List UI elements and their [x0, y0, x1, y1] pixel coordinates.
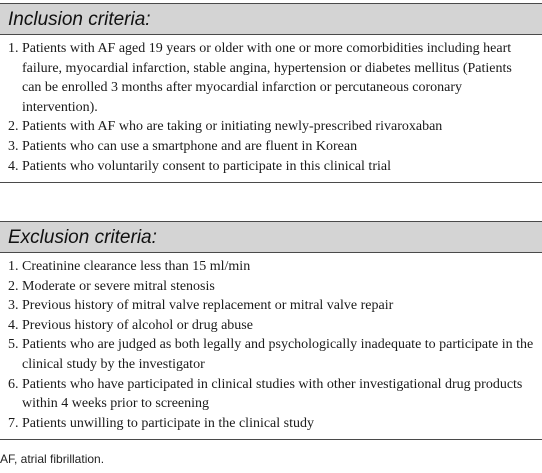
- inclusion-item: [8, 117, 534, 137]
- item-text: Patients unwilling to participate in the clinical study: [22, 415, 314, 431]
- item-number: 3.: [8, 138, 22, 154]
- inclusion-item: [8, 39, 534, 117]
- exclusion-item: [8, 316, 534, 336]
- inclusion-item: [8, 157, 534, 177]
- item-text: Patients with AF aged 19 years or older with one or more comorbidities including heart failure, myocardial infarction, stable angina, hypertension or diabetes mellitus (Patients can be enrolled 3 months after myocardial infarction or percutaneous coronary intervention).: [22, 41, 512, 115]
- item-number: 1.: [8, 259, 22, 274]
- item-number: 1.: [8, 41, 22, 56]
- item-text: Patients with AF who are taking or initiating newly-prescribed rivaroxaban: [22, 119, 443, 135]
- exclusion-item: [8, 277, 534, 297]
- exclusion-item: [8, 257, 534, 277]
- item-text: Creatinine clearance less than 15 ml/min: [22, 259, 251, 274]
- item-number: 4.: [8, 158, 22, 174]
- exclusion-criteria-list: [0, 253, 542, 439]
- table-footnote: AF, atrial fibrillation.: [0, 452, 105, 466]
- item-number: 7.: [8, 415, 22, 431]
- exclusion-criteria-header: Exclusion criteria:: [0, 222, 542, 253]
- item-number: 6.: [8, 376, 22, 392]
- item-text: Previous history of alcohol or drug abuse: [22, 317, 253, 333]
- item-text: Patients who are judged as both legally and psychologically inadequate to participate in the clinical study by the investigator: [22, 337, 534, 372]
- inclusion-criteria-header: Inclusion criteria:: [0, 4, 542, 35]
- item-number: 3.: [8, 298, 22, 314]
- item-text: Patients who have participated in clinical studies with other investigational drug products within 4 weeks prior to screening: [22, 376, 523, 412]
- exclusion-item: [8, 296, 534, 316]
- item-number: 2.: [8, 278, 22, 294]
- exclusion-item: [8, 414, 534, 434]
- item-text: Patients who voluntarily consent to participate in this clinical trial: [22, 158, 391, 174]
- exclusion-item: [8, 335, 534, 374]
- exclusion-criteria-section: [0, 221, 542, 440]
- item-text: Patients who can use a smartphone and are fluent in Korean: [22, 138, 358, 154]
- item-text: Previous history of mitral valve replacement or mitral valve repair: [22, 298, 394, 314]
- inclusion-criteria-list: [0, 35, 542, 182]
- inclusion-criteria-section: [0, 3, 542, 183]
- item-number: 2.: [8, 119, 22, 135]
- item-number: 5.: [8, 337, 22, 353]
- inclusion-item: [8, 137, 534, 157]
- exclusion-item: [8, 375, 534, 414]
- item-number: 4.: [8, 317, 22, 333]
- item-text: Moderate or severe mitral stenosis: [22, 278, 215, 294]
